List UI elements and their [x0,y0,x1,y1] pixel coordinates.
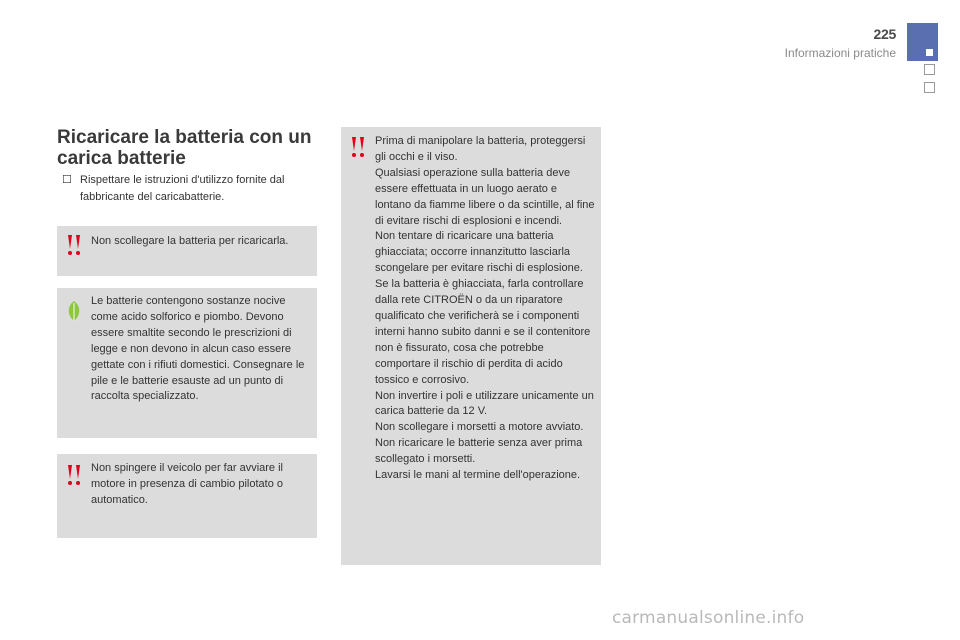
note-paragraph: Non scollegare i morsetti a motore avviato. [375,421,584,434]
warning-icon [349,136,367,158]
chapter-tab[interactable] [924,64,935,75]
note-text: Le batterie contengono sostanze nocive come acido solforico e piombo. Devono essere smaltite secondo le prescrizioni di legge e non devono in alcun caso essere gettate con i rifiuti domestici. Consegnare le pile e le batterie esauste ad un punto di raccolta specializzato. [91,295,305,403]
note-text: Non spingere il veicolo per far avviare il motore in presenza di cambio pilotato o automatico. [91,462,283,506]
note-paragraph: Prima di manipolare la batteria, proteggersi gli occhi e il viso. [375,135,586,163]
warning-note-disconnect [57,226,317,276]
note-text: Non scollegare la batteria per ricaricarla. [91,235,289,247]
tab-marker [926,49,933,56]
warning-note-push-start [57,454,317,538]
page-number: 225 [873,26,896,42]
chapter-tab[interactable] [924,82,935,93]
note-paragraph: Non tentare di ricaricare una batteria ghiacciata; occorre innanzitutto lasciarla scongelare per evitare rischi di esplosione. Se la batteria è ghiacciata, farla controllare dalla rete CITROËN o da un riparatore qualificato che verificherà se i componenti interni hanno subito danni e se il contenitore non è fissurato, cosa che potrebbe comportare il rischio di perdita di acido tossico e corrosivo. [375,230,591,386]
chapter-tab-active[interactable] [907,23,938,61]
warning-icon [65,234,83,256]
section-title: Informazioni pratiche [784,46,896,60]
instruction-bullet [62,172,318,205]
note-paragraph: Lavarsi le mani al termine dell'operazione. [375,469,581,482]
bullet-marker: ☐ [62,174,72,186]
eco-icon [65,300,83,322]
note-paragraph: Non ricaricare le batterie senza aver prima scollegato i morsetti. [375,437,583,466]
note-paragraph: Qualsiasi operazione sulla batteria deve essere effettuata in un luogo aerato e lontano da fiamme libere o da scintille, al fine di evitare rischi di esplosioni e incendi. [375,166,595,227]
note-text-block [375,134,595,484]
watermark: carmanualsonline.info [612,608,805,628]
bullet-text: Rispettare le istruzioni d'utilizzo fornite dal fabbricante del caricabatterie. [80,174,285,203]
page-title: Ricaricare la batteria con un carica batterie [57,127,312,169]
note-paragraph: Non invertire i poli e utilizzare unicamente un carica batterie da 12 V. [375,389,594,418]
warning-icon [65,464,83,486]
environment-note [57,288,317,438]
warning-note-handling [341,127,601,565]
